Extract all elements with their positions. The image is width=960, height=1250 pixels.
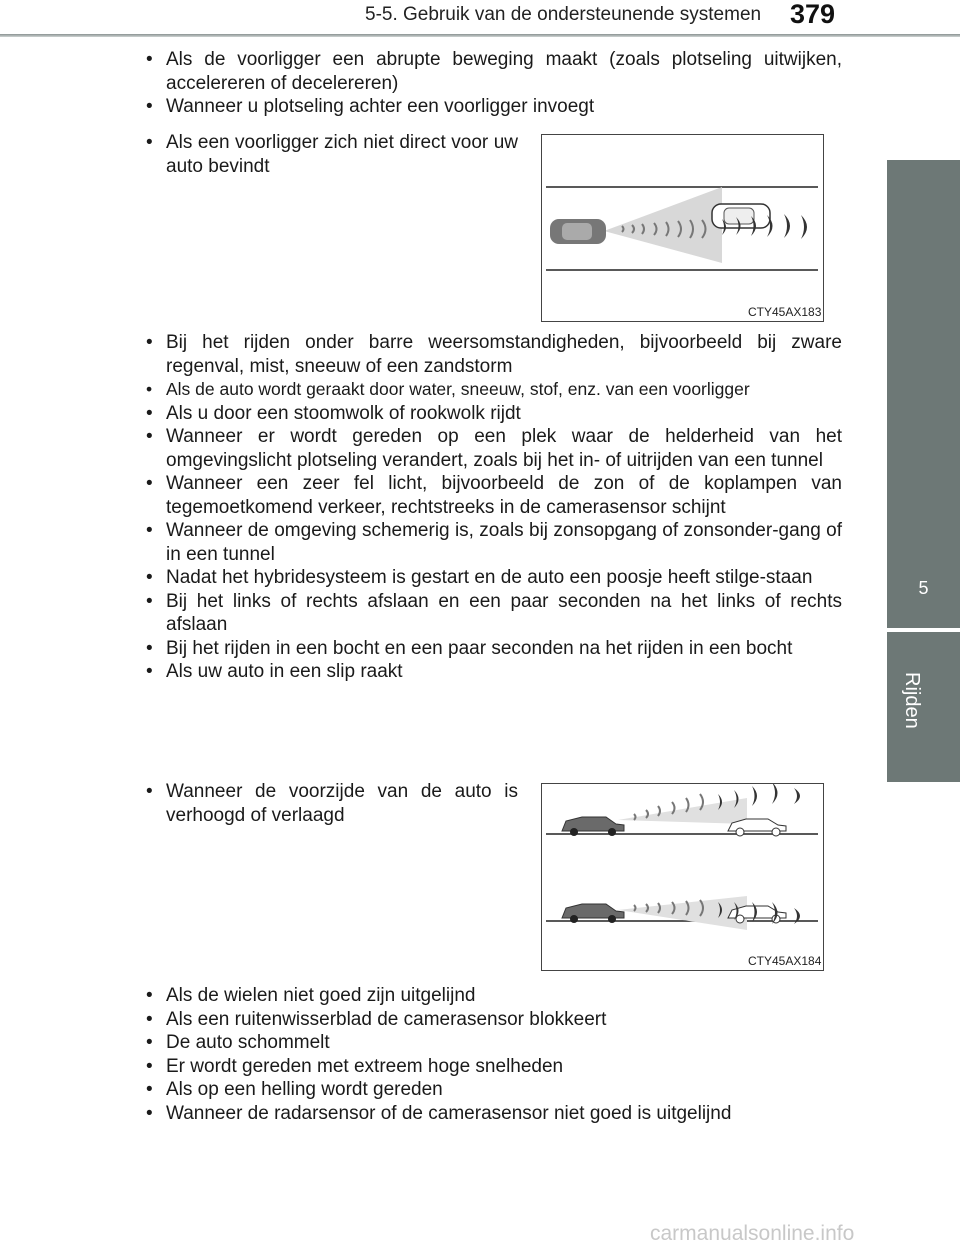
list-item: • Er wordt gereden met extreem hoge snelheden <box>142 1055 842 1079</box>
chapter-tab-label-area <box>887 632 960 782</box>
list-item: • Als een voorligger zich niet direct voor uw auto bevindt <box>142 131 518 178</box>
list-item: • De auto schommelt <box>142 1031 842 1055</box>
list-item: • Bij het links of rechts afslaan en een paar seconden na het links of rechts afslaan <box>142 590 842 637</box>
bullet-list-1 <box>142 48 842 119</box>
section-title: 5-5. Gebruik van de ondersteunende systemen <box>365 4 762 25</box>
list-item: • Als een ruitenwisserblad de camerasensor blokkeert <box>142 1008 842 1032</box>
figure2-code: CTY45AX184 <box>748 954 822 968</box>
list-item: • Bij het rijden in een bocht en een paar seconden na het rijden in een bocht <box>142 637 842 661</box>
watermark: carmanualsonline.info <box>650 1222 855 1245</box>
chapter-number: 5 <box>918 578 929 598</box>
list-item: • Nadat het hybridesysteem is gestart en de auto een poosje heeft stilge-staan <box>142 566 842 590</box>
bullet-list-3 <box>142 984 842 1125</box>
figure1-caption <box>142 131 518 178</box>
vehicle-pitch-illustration <box>542 784 823 970</box>
chapter-label: Rijden <box>901 672 923 729</box>
header-divider <box>0 34 960 37</box>
page-number: 379 <box>790 0 836 29</box>
bullet-list-2 <box>142 331 842 684</box>
figure2-caption <box>142 780 518 827</box>
vehicle-offset-illustration <box>542 135 823 321</box>
list-item: • Als de voorligger een abrupte beweging maakt (zoals plotseling uitwijken, accelereren of decelereren) <box>142 48 842 95</box>
list-item: • Wanneer u plotseling achter een voorligger invoegt <box>142 95 842 119</box>
figure1-code: CTY45AX183 <box>748 305 822 319</box>
list-item: • Wanneer er wordt gereden op een plek waar de helderheid van het omgevingslicht plotseling verandert, zoals bij het in- of uitrijden van een tunnel <box>142 425 842 472</box>
list-item: • Als de wielen niet goed zijn uitgelijnd <box>142 984 842 1008</box>
figure-vehicle-offset <box>541 134 824 322</box>
list-item: • Wanneer de voorzijde van de auto is verhoogd of verlaagd <box>142 780 518 827</box>
chapter-tab <box>887 160 960 628</box>
list-item: • Als de auto wordt geraakt door water, sneeuw, stof, enz. van een voorligger <box>142 378 842 402</box>
list-item: • Wanneer een zeer fel licht, bijvoorbeeld de zon of de koplampen van tegemoetkomend verkeer, rechtstreeks in de camerasensor schijnt <box>142 472 842 519</box>
list-item: • Als uw auto in een slip raakt <box>142 660 842 684</box>
list-item: • Wanneer de omgeving schemerig is, zoals bij zonsopgang of zonsonder-gang of in een tunnel <box>142 519 842 566</box>
figure-vehicle-pitch <box>541 783 824 971</box>
list-item: • Als u door een stoomwolk of rookwolk rijdt <box>142 402 842 426</box>
list-item: • Als op een helling wordt gereden <box>142 1078 842 1102</box>
list-item: • Bij het rijden onder barre weersomstandigheden, bijvoorbeeld bij zware regenval, mist, sneeuw of een zandstorm <box>142 331 842 378</box>
list-item: • Wanneer de radarsensor of de camerasensor niet goed is uitgelijnd <box>142 1102 842 1126</box>
